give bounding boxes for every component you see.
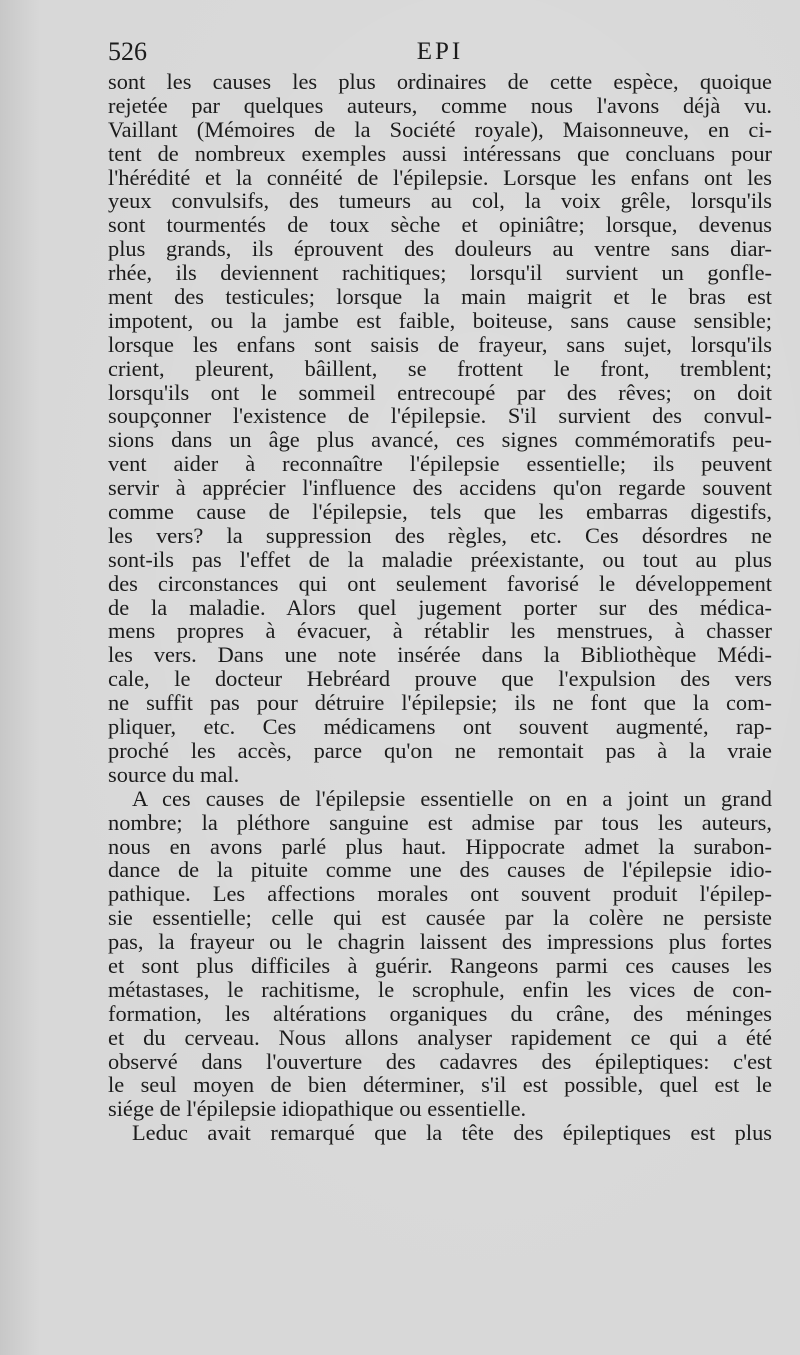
running-title: EPI: [416, 38, 464, 65]
text-line: l'hérédité et la connéité de l'épilepsie. Lorsque les enfans ont les: [108, 164, 772, 190]
text-line: nous en avons parlé plus haut. Hippocrate admet la surabon-: [108, 833, 772, 859]
text-line: cale, le docteur Hebréard prouve que l'expulsion des vers: [108, 666, 772, 692]
text-line: A ces causes de l'épilepsie essentielle on en a joint un grand: [132, 785, 772, 811]
text-line: yeux convulsifs, des tumeurs au col, la voix grêle, lorsqu'ils: [108, 188, 772, 214]
text-line: sont tourmentés de toux sèche et opiniâtre; lorsque, devenus: [108, 212, 772, 238]
text-line: comme cause de l'épilepsie, tels que les embarras digestifs,: [108, 499, 772, 525]
body-text: [108, 70, 772, 1145]
text-line: les vers. Dans une note insérée dans la Bibliothèque Médi-: [108, 642, 772, 668]
text-line: lorsqu'ils ont le sommeil entrecoupé par des rêves; on doit: [108, 379, 772, 405]
text-line: des circonstances qui ont seulement favorisé le développement: [108, 570, 772, 596]
text-line: crient, pleurent, bâillent, se frottent le front, tremblent;: [108, 355, 772, 381]
text-line: sont les causes les plus ordinaires de cette espèce, quoique: [108, 69, 772, 94]
text-line: le seul moyen de bien déterminer, s'il est possible, quel est le: [108, 1072, 772, 1098]
text-line: observé dans l'ouverture des cadavres des épileptiques: c'est: [108, 1048, 772, 1074]
text-line: sions dans un âge plus avancé, ces signes commémoratifs peu-: [108, 427, 772, 453]
text-line: pliquer, etc. Ces médicamens ont souvent augmenté, rap-: [108, 714, 772, 740]
text-line: ment des testicules; lorsque la main maigrit et le bras est: [108, 284, 772, 310]
text-line: vent aider à reconnaître l'épilepsie essentielle; ils peuvent: [108, 451, 772, 477]
text-line: Leduc avait remarqué que la tête des épileptiques est plus: [132, 1120, 772, 1146]
text-line: et du cerveau. Nous allons analyser rapidement ce qui a été: [108, 1024, 772, 1050]
text-line: pas, la frayeur ou le chagrin laissent des impressions plus fortes: [108, 929, 772, 955]
text-line: proché les accès, parce qu'on ne remontait pas à la vraie: [108, 737, 772, 763]
page-number: 526: [108, 37, 147, 66]
text-line: métastases, le rachitisme, le scrophule, enfin les vices de con-: [108, 976, 772, 1002]
text-line: rhée, ils deviennent rachitiques; lorsqu'il survient un gonfle-: [108, 260, 772, 286]
text-line: Vaillant (Mémoires de la Société royale), Maisonneuve, en ci-: [108, 116, 772, 142]
text-line: sont-ils pas l'effet de la maladie préexistante, ou tout au plus: [108, 546, 772, 572]
text-line: impotent, ou la jambe est faible, boiteuse, sans cause sensible;: [108, 307, 772, 333]
text-line: de la maladie. Alors quel jugement porter sur des médica-: [108, 594, 772, 620]
text-line: rejetée par quelques auteurs, comme nous l'avons déjà vu.: [108, 92, 772, 118]
text-line: lorsque les enfans sont saisis de frayeur, sans sujet, lorsqu'ils: [108, 331, 772, 357]
text-line: pathique. Les affections morales ont souvent produit l'épilep-: [108, 881, 772, 907]
text-line: les vers? la suppression des règles, etc. Ces désordres ne: [108, 522, 772, 548]
text-line: et sont plus difficiles à guérir. Rangeons parmi ces causes les: [108, 952, 772, 978]
text-line: plus grands, ils éprouvent des douleurs au ventre sans diar-: [108, 236, 772, 262]
text-line: siége de l'épilepsie idiopathique ou essentielle.: [108, 1096, 527, 1122]
text-line: servir à apprécier l'influence des accidens qu'on regarde souvent: [108, 475, 772, 501]
text-line: mens propres à évacuer, à rétablir les menstrues, à chasser: [108, 618, 772, 644]
text-line: soupçonner l'existence de l'épilepsie. S'il survient des convul-: [108, 403, 772, 429]
text-line: ne suffit pas pour détruire l'épilepsie; ils ne font que la com-: [108, 690, 772, 716]
text-line: source du mal.: [108, 761, 240, 787]
text-line: formation, les altérations organiques du crâne, des méninges: [108, 1000, 772, 1026]
text-line: dance de la pituite comme une des causes de l'épilepsie idio-: [108, 857, 772, 883]
text-line: nombre; la pléthore sanguine est admise par tous les auteurs,: [108, 809, 772, 835]
text-line: sie essentielle; celle qui est causée par la colère ne persiste: [108, 905, 772, 931]
running-head: [108, 36, 772, 68]
text-line: tent de nombreux exemples aussi intéressans que concluans pour: [108, 140, 772, 166]
